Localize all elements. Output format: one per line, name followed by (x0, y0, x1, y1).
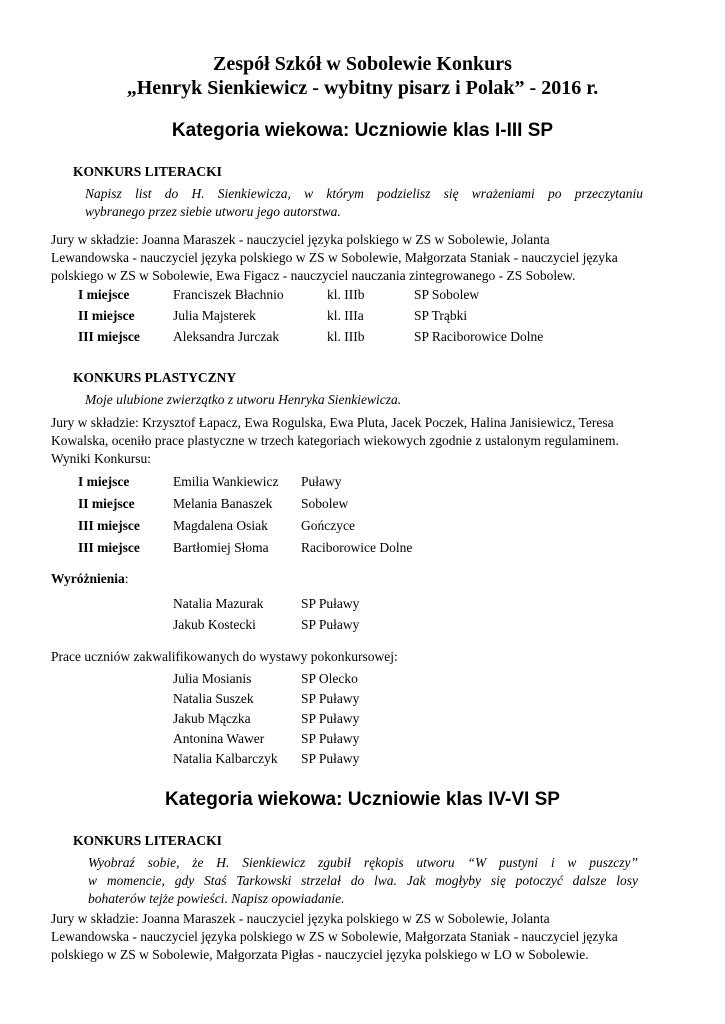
class: kl. IIIa (327, 308, 364, 323)
theme-line: Napisz list do H. Sienkiewicza, w którym podzielisz się wrażeniami po przeczytaniu (85, 186, 643, 201)
jury-line: Kowalska, oceniło prace plastyczne w trzech kategoriach wiekowych zgodnie z ustalonym regulaminem. (51, 433, 619, 448)
art-contest-theme (85, 391, 643, 409)
theme-line: bohaterów tejże powieści. Napisz opowiadanie. (88, 891, 345, 906)
art-result-row (0, 516, 725, 536)
result-row (0, 285, 725, 305)
art-result-row (0, 494, 725, 514)
student-name: Natalia Mazurak (173, 596, 264, 611)
student-name: Natalia Kalbarczyk (173, 751, 278, 766)
place: I miejsce (78, 287, 130, 302)
student-name: Jakub Mączka (173, 711, 251, 726)
exhibition-row (0, 669, 725, 689)
town: Gończyce (301, 518, 355, 533)
literary-contest-theme (85, 185, 643, 221)
place: III miejsce (78, 518, 140, 533)
distinction-row (0, 615, 725, 635)
place: I miejsce (78, 474, 130, 489)
student-name: Natalia Suszek (173, 691, 254, 706)
jury-line: Lewandowska - nauczyciel języka polskiego w ZS w Sobolewie, Małgorzata Staniak - nauczyciel języka (51, 929, 618, 944)
student-name: Julia Mosianis (173, 671, 252, 686)
distinctions-label (51, 570, 129, 588)
theme-line: Wyobraź sobie, że H. Sienkiewicz zgubił rękopis utworu “W pustyni i w puszczy” (88, 855, 638, 870)
school: SP Puławy (301, 691, 360, 706)
document-title-line-1: Zespół Szkół w Sobolewie Konkurs (213, 53, 512, 75)
place: II miejsce (78, 496, 135, 511)
document-title-line-2: „Henryk Sienkiewicz - wybitny pisarz i Polak” - 2016 r. (126, 77, 599, 99)
place: III miejsce (78, 540, 140, 555)
exhibition-row (0, 709, 725, 729)
school: SP Puławy (301, 711, 360, 726)
student-name: Aleksandra Jurczak (173, 329, 280, 344)
jury-line: Wyniki Konkursu: (51, 451, 152, 466)
school: SP Puławy (301, 751, 360, 766)
school: SP Raciborowice Dolne (414, 329, 544, 344)
literary-jury-paragraph (51, 231, 683, 285)
jury-line: Lewandowska - nauczyciel języka polskiego w ZS w Sobolewie, Małgorzata Staniak - nauczyciel języka (51, 250, 618, 265)
student-name: Antonina Wawer (173, 731, 265, 746)
literary-contest-heading: KONKURS LITERACKI (73, 164, 222, 179)
distinctions-label-text: Wyróżnienia (51, 571, 125, 586)
jury-line: polskiego w ZS w Sobolewie, Małgorzata Pigłas - nauczyciel języka polskiego w LO w Sobolewie. (51, 947, 589, 962)
student-name: Melania Banaszek (173, 496, 273, 511)
art-contest-heading: KONKURS PLASTYCZNY (73, 370, 237, 385)
art-jury-paragraph (51, 414, 683, 468)
place: II miejsce (78, 308, 135, 323)
result-row (0, 327, 725, 347)
jury-line: Jury w składzie: Joanna Maraszek - nauczyciel języka polskiego w ZS w Sobolewie, Jolanta (51, 911, 550, 926)
jury-line: polskiego w ZS w Sobolewie, Ewa Figacz - nauczyciel nauczania zintegrowanego - ZS Sobolew. (51, 268, 576, 283)
theme-line: Moje ulubione zwierzątko z utworu Henryka Sienkiewicza. (85, 392, 402, 407)
art-result-row (0, 472, 725, 492)
town: Puławy (301, 474, 342, 489)
exhibition-row (0, 749, 725, 769)
literary-contest-heading: KONKURS LITERACKI (73, 833, 222, 848)
student-name: Magdalena Osiak (173, 518, 268, 533)
school: SP Puławy (301, 617, 360, 632)
class: kl. IIIb (327, 329, 365, 344)
theme-line: w momencie, gdy Staś Tarkowski strzelał do lwa. Jak mogłyby się potoczyć dalsze losy (88, 873, 638, 888)
student-name: Julia Majsterek (173, 308, 256, 323)
result-row (0, 306, 725, 326)
class: kl. IIIb (327, 287, 365, 302)
school: SP Puławy (301, 731, 360, 746)
literary-contest-theme (88, 854, 638, 908)
literary-jury-paragraph (51, 910, 683, 964)
jury-line: Jury w składzie: Krzysztof Łapacz, Ewa Rogulska, Ewa Pluta, Jacek Poczek, Halina Janisiewicz, Teresa (51, 415, 614, 430)
student-name: Jakub Kostecki (173, 617, 256, 632)
distinction-row (0, 594, 725, 614)
distinctions-colon: : (124, 571, 129, 586)
exhibition-row (0, 689, 725, 709)
theme-line: wybranego przez siebie utworu jego autorstwa. (85, 204, 341, 219)
place: III miejsce (78, 329, 140, 344)
town: Sobolew (301, 496, 349, 511)
school: SP Olecko (301, 671, 358, 686)
art-result-row (0, 538, 725, 558)
jury-line: Jury w składzie: Joanna Maraszek - nauczyciel języka polskiego w ZS w Sobolewie, Jolanta (51, 232, 550, 247)
town: Raciborowice Dolne (301, 540, 413, 555)
category-heading-4-6: Kategoria wiekowa: Uczniowie klas IV-VI SP (165, 789, 560, 810)
exhibition-row (0, 729, 725, 749)
exhibition-label: Prace uczniów zakwalifikowanych do wystawy pokonkursowej: (51, 649, 398, 664)
school: SP Puławy (301, 596, 360, 611)
school: SP Trąbki (414, 308, 468, 323)
category-heading-1-3: Kategoria wiekowa: Uczniowie klas I-III SP (171, 120, 554, 141)
school: SP Sobolew (414, 287, 480, 302)
student-name: Bartłomiej Słoma (173, 540, 269, 555)
student-name: Franciszek Błachnio (173, 287, 284, 302)
student-name: Emilia Wankiewicz (173, 474, 279, 489)
